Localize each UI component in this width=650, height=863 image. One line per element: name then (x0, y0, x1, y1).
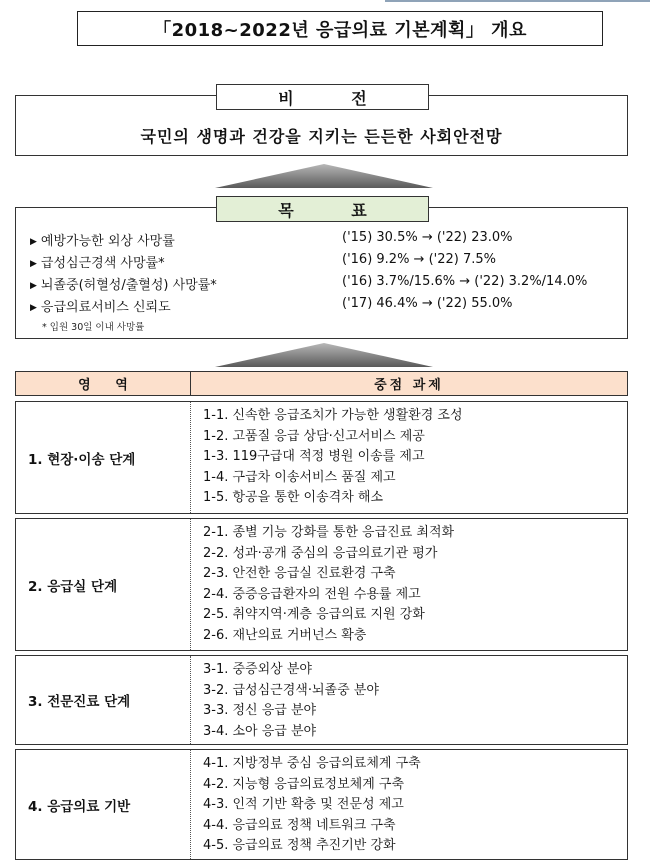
stage-label: 4. 응급의료 기반 (16, 750, 191, 859)
list-item: 2-1. 종별 기능 강화를 통한 응급진료 최적화 (203, 525, 455, 540)
goal-item-label: 응급의료서비스 신뢰도 (40, 300, 171, 315)
stage-row (15, 749, 628, 860)
stage-row (15, 401, 628, 514)
stage-item-list (203, 523, 454, 647)
upward-arrow-icon (214, 342, 434, 368)
goal-item (30, 274, 217, 293)
goal-footnote: * 입원 30일 이내 사망률 (42, 322, 145, 333)
stage-row (15, 655, 628, 745)
vision-statement: 국민의 생명과 건강을 지키는 든든한 사회안전망 (140, 127, 503, 146)
list-item: 1-1. 신속한 응급조치가 가능한 생활환경 조성 (203, 408, 463, 423)
triangle-bullet-icon: ▶ (30, 281, 37, 291)
list-item: 4-3. 인적 기반 확충 및 전문성 제고 (203, 797, 404, 813)
goal-item-value: ('17) 46.4% → ('22) 55.0% (342, 296, 513, 311)
stage-label: 3. 전문진료 단계 (16, 656, 191, 744)
goal-item-label: 급성심근경색 사망률* (40, 256, 165, 271)
goal-item-value: ('16) 3.7%/15.6% → ('22) 3.2%/14.0% (342, 274, 588, 289)
table-header-task: 중점 과제 (190, 371, 628, 396)
goal-label: 목 표 (216, 196, 429, 222)
list-item: 3-1. 중증외상 분야 (203, 662, 312, 677)
goal-item (30, 230, 175, 249)
list-item: 2-4. 중증응급환자의 전원 수용률 제고 (203, 586, 421, 602)
list-item: 4-1. 지방정부 중심 응급의료체계 구축 (203, 756, 421, 771)
table-header-area: 영 역 (15, 371, 191, 396)
triangle-bullet-icon: ▶ (30, 303, 37, 313)
goal-item (30, 252, 165, 271)
list-item: 4-2. 지능형 응급의료정보체계 구축 (203, 776, 405, 792)
list-item: 1-3. 119구급대 적정 병원 이송를 제고 (203, 449, 425, 465)
list-item: 2-6. 재난의료 거버넌스 확충 (203, 627, 367, 643)
stage-item-list (203, 754, 421, 857)
goal-item-label: 뇌졸중(허혈성/출혈성) 사망률* (40, 278, 217, 293)
list-item: 3-3. 정신 응급 분야 (203, 703, 317, 719)
list-item: 3-4. 소아 응급 분야 (203, 723, 317, 739)
top-rule (385, 0, 650, 2)
list-item: 1-2. 고품질 응급 상담·신고서비스 제공 (203, 428, 425, 444)
goal-item-label: 예방가능한 외상 사망률 (40, 234, 175, 249)
list-item: 4-5. 응급의료 정책 추진기반 강화 (203, 838, 396, 854)
list-item: 3-2. 급성심근경색·뇌졸중 분야 (203, 682, 379, 698)
list-item: 1-4. 구급차 이송서비스 품질 제고 (203, 469, 396, 485)
upward-arrow-icon (214, 163, 434, 189)
list-item: 1-5. 항공을 통한 이송격차 해소 (203, 490, 384, 506)
stage-row (15, 518, 628, 651)
stage-item-list (203, 660, 379, 742)
list-item: 2-2. 성과·공개 중심의 응급의료기관 평가 (203, 545, 438, 561)
triangle-bullet-icon: ▶ (30, 259, 37, 269)
goal-box (15, 207, 628, 339)
list-item: 2-3. 안전한 응급실 진료환경 구축 (203, 566, 396, 582)
stage-item-list (203, 406, 463, 509)
list-item: 4-4. 응급의료 정책 네트워크 구축 (203, 817, 396, 833)
vision-label: 비 전 (216, 84, 429, 110)
stage-label: 2. 응급실 단계 (16, 519, 191, 650)
list-item: 2-5. 취약지역·계층 응급의료 지원 강화 (203, 607, 425, 623)
goal-item-value: ('16) 9.2% → ('22) 7.5% (342, 252, 496, 267)
triangle-bullet-icon: ▶ (30, 237, 37, 247)
goal-item (30, 296, 171, 315)
goal-item-value: ('15) 30.5% → ('22) 23.0% (342, 230, 513, 245)
stage-label: 1. 현장·이송 단계 (16, 402, 191, 513)
page-title: 「2018~2022년 응급의료 기본계획」 개요 (77, 11, 603, 46)
